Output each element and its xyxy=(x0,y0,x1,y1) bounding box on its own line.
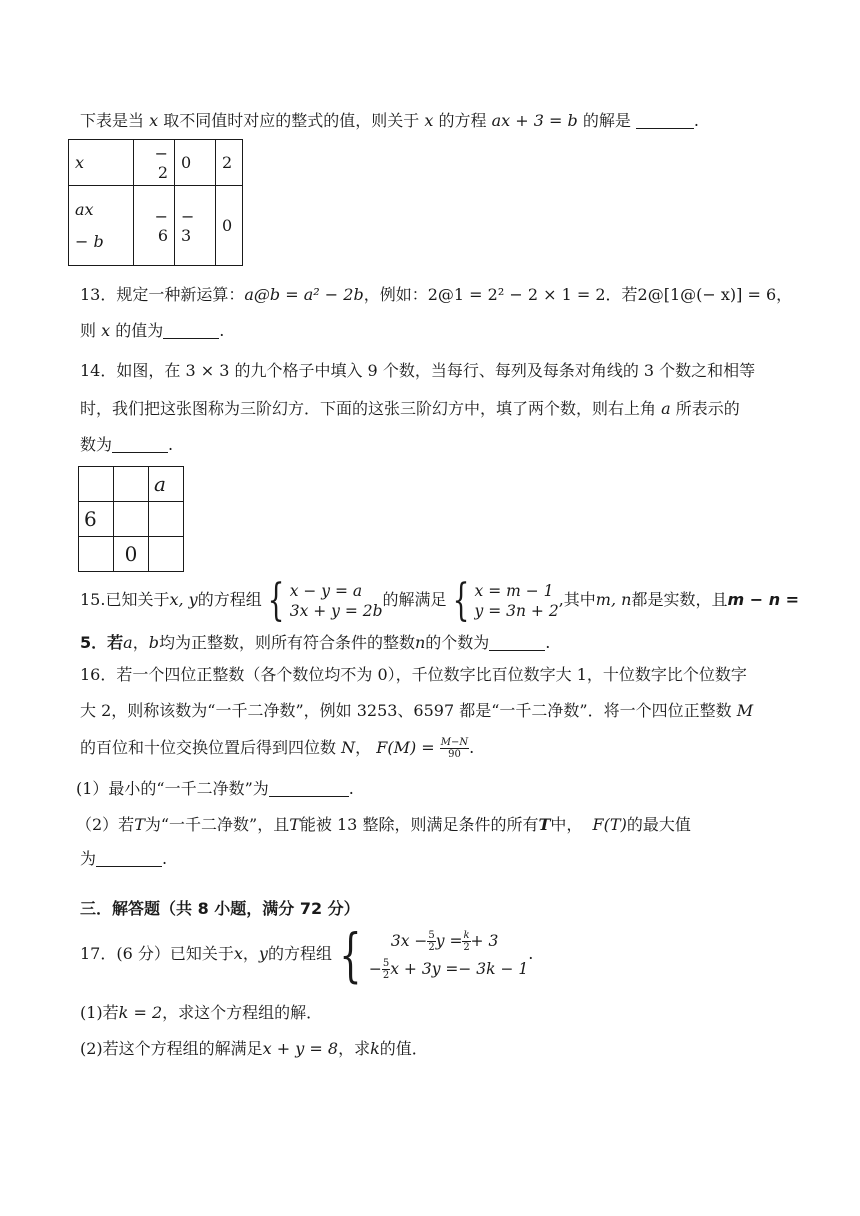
q16-function: F(M) = xyxy=(376,738,435,757)
q13-comma: ， xyxy=(776,285,793,304)
q13-text-c: ．若 xyxy=(605,285,638,304)
table-row xyxy=(69,140,243,186)
q15-text-mid: 的方程组 xyxy=(197,590,262,609)
magic-cell-a: a xyxy=(149,467,184,502)
q16-FT: F(T) xyxy=(592,815,627,834)
table-cell: 0 xyxy=(216,186,243,266)
q16-line3 xyxy=(80,734,474,762)
q15-text-2: 5．若 xyxy=(80,633,124,652)
q16-sub2-blank[interactable] xyxy=(96,848,162,867)
q16-var-T-2: T xyxy=(289,815,300,834)
section-title: 三．解答题（共 8 小题，满分 72 分） xyxy=(80,899,360,918)
q14-text: 时，我们把这张图称为三阶幻方．下面的这张三阶幻方中，填了两个数，则右上角 xyxy=(80,399,657,418)
q14-line1: 14．如图，在 3 × 3 的九个格子中填入 9 个数，当每行、每列及每条对角线的 3 个数之和相等 xyxy=(80,361,756,380)
q16-frac-den: 90 xyxy=(448,749,461,760)
q15-eq2: 3x + y = 2b xyxy=(289,601,383,620)
q16-sub2-period: . xyxy=(162,849,168,868)
magic-cell xyxy=(149,502,184,537)
brace-icon: { xyxy=(452,574,469,626)
q17-sub1-cond: k = 2 xyxy=(118,1003,163,1022)
q13-text-value: 的值为 xyxy=(115,321,164,340)
table-cell xyxy=(69,186,134,266)
q17-sub2-text-b: ，求 xyxy=(338,1039,371,1058)
q15-text-post: ,其中 xyxy=(558,590,596,609)
q15-mn: m, n xyxy=(595,590,632,609)
q15-text-2c: 的个数为 xyxy=(425,633,490,652)
q17-eq2 xyxy=(368,958,529,981)
table-cell-ax: ax xyxy=(75,199,94,219)
q13-text: 13．规定一种新运算： xyxy=(80,285,245,304)
q17-eq2-a: − xyxy=(368,959,382,978)
q16-text: 大 2，则称该数为“一千二净数”，例如 3253、6597 都是“一千二净数”．将一个四位正整数 xyxy=(80,701,732,720)
q13-period: . xyxy=(219,321,225,340)
q17-text: 17．(6 分）已知关于 xyxy=(80,944,234,963)
q14-text-number: 数为 xyxy=(80,435,113,454)
q13-var-x: x xyxy=(101,321,111,340)
q17-var-k: k xyxy=(370,1039,380,1058)
magic-cell: 0 xyxy=(114,537,149,572)
q13-answer-blank[interactable] xyxy=(163,320,219,339)
q17-eq1-frac xyxy=(427,930,435,953)
q16-sub2-text: （2）若 xyxy=(76,815,135,834)
q14-line2 xyxy=(80,398,740,420)
table-cell: − 3 xyxy=(175,186,216,266)
q16-frac-num: M−N xyxy=(440,737,469,748)
q12-text-mid: 取不同值时对应的整式的值，则关于 xyxy=(163,111,420,130)
q14-line3 xyxy=(80,434,173,456)
q16-var-N: N xyxy=(341,738,356,757)
q14-period: . xyxy=(168,435,174,454)
table-cell: x xyxy=(69,140,134,186)
q16-sub2-text-f: 为 xyxy=(80,849,97,868)
q12-period: . xyxy=(693,111,700,130)
q13-text-then: 则 xyxy=(80,321,97,340)
q13-line2 xyxy=(80,320,224,342)
q17-eq1-c: + 3 xyxy=(470,931,499,950)
table-row xyxy=(69,186,243,266)
q17-frac-den: 2 xyxy=(428,942,435,953)
q16-var-T-3: T xyxy=(538,815,551,834)
q12-value-table xyxy=(68,139,243,266)
q15-var-b: b xyxy=(148,633,159,652)
q16-sub1-text: (1）最小的“一千二净数”为 xyxy=(76,779,269,798)
magic-cell xyxy=(114,467,149,502)
q17-k-den: 2 xyxy=(463,942,470,953)
q17-var-x: x xyxy=(233,944,243,963)
q14-text-end: 所表示的 xyxy=(675,399,740,418)
q13-condition: 2@[1@(− x)] = 6 xyxy=(637,285,777,304)
q15-line1 xyxy=(80,574,800,626)
q16-line2 xyxy=(80,700,753,722)
q17-eq1-kfrac xyxy=(462,930,470,953)
q17-line1 xyxy=(80,920,534,989)
q13-example: 2@1 = 2² − 2 × 1 = 2 xyxy=(427,285,606,304)
q16-period: . xyxy=(469,738,475,757)
q15-condition: m − n = xyxy=(727,590,800,609)
table-cell: − 2 xyxy=(134,140,175,186)
q16-sub2-line2 xyxy=(80,848,167,870)
q12-text-mid2: 的方程 xyxy=(438,111,487,130)
table-cell: 2 xyxy=(216,140,243,186)
table-cell: − 6 xyxy=(134,186,175,266)
q15-var-n: n xyxy=(414,633,426,652)
q16-text-swap: 的百位和十位交换位置后得到四位数 xyxy=(80,738,337,757)
q16-fraction xyxy=(440,737,469,760)
table-cell: 0 xyxy=(175,140,216,186)
q16-var-T: T xyxy=(134,815,145,834)
q15-text-post2: 都是实数，且 xyxy=(631,590,728,609)
magic-cell xyxy=(79,537,114,572)
q17-eq2-b: x + 3y =− 3k − 1 xyxy=(390,959,529,978)
q17-k-num: k xyxy=(463,930,470,941)
q12-text-end: 的解是 xyxy=(582,111,631,130)
q16-sub2-text-b: 为“一千二净数”，且 xyxy=(144,815,290,834)
q16-comma: ， xyxy=(355,738,372,757)
q16-var-M: M xyxy=(736,701,754,720)
q17-period: . xyxy=(528,944,534,963)
q15-text: 15.已知关于 xyxy=(80,590,170,609)
q16-sub2 xyxy=(76,814,691,836)
q17-system xyxy=(369,927,528,983)
q17-frac-den-2: 2 xyxy=(382,970,390,981)
magic-cell xyxy=(149,537,184,572)
q17-sub2 xyxy=(80,1038,428,1060)
q17-eq1 xyxy=(369,930,499,953)
q15-var-a: a xyxy=(123,633,133,652)
table-row xyxy=(79,467,184,502)
q17-var-y: y xyxy=(258,944,268,963)
q17-sub2-cond: x + y = 8 xyxy=(262,1039,339,1058)
q16-line1: 16．若一个四位正整数（各个数位均不为 0），千位数字比百位数字大 1，十位数字比个位数字 xyxy=(80,665,747,684)
table-row xyxy=(79,537,184,572)
q12-text: 下表是当 xyxy=(80,111,145,130)
q17-sub1-text-b: ，求这个方程组的解． xyxy=(162,1003,323,1022)
q16-sub1-blank[interactable] xyxy=(269,778,349,797)
q17-frac-num: 5 xyxy=(428,930,435,941)
q16-sub2-text-c: 能被 13 整除，则满足条件的所有 xyxy=(299,815,539,834)
q16-sub1 xyxy=(76,778,354,800)
q15-eq1: x − y = a xyxy=(289,581,363,600)
q13-text-b: ，例如： xyxy=(363,285,428,304)
q12-answer-blank[interactable] xyxy=(636,110,694,129)
q17-sub1-text: (1)若 xyxy=(80,1003,119,1022)
brace-icon: { xyxy=(339,920,362,989)
brace-icon: { xyxy=(267,574,285,626)
q15-system2 xyxy=(475,581,559,621)
q12-var-x-2: x xyxy=(424,111,434,130)
q17-sub2-text-c: 的值． xyxy=(379,1039,428,1058)
q15-vars: x, y xyxy=(169,590,198,609)
magic-cell xyxy=(79,467,114,502)
q14-answer-blank[interactable] xyxy=(112,434,168,453)
q17-sub1 xyxy=(80,1002,322,1024)
q16-sub2-text-d: 中， xyxy=(550,815,583,834)
q17-eq2-frac xyxy=(382,958,390,981)
q15-line2 xyxy=(80,632,550,654)
q17-frac-num-2: 5 xyxy=(382,958,390,969)
q13-definition: a@b = a² − 2b xyxy=(244,285,364,304)
q16-sub2-text-e: 的最大值 xyxy=(626,815,691,834)
q15-system1 xyxy=(290,581,383,621)
q15-text-mid2: 的解满足 xyxy=(382,590,447,609)
magic-cell: 6 xyxy=(79,502,114,537)
table-row xyxy=(79,502,184,537)
q13-line1 xyxy=(80,284,792,306)
q16-sub1-period: . xyxy=(348,779,354,798)
table-cell-minus-b: − b xyxy=(75,231,104,251)
q17-eq1-b: y = xyxy=(435,931,463,950)
q15-sol1: x = m − 1 xyxy=(474,581,554,600)
magic-cell xyxy=(114,502,149,537)
q15-comma: ， xyxy=(132,633,149,652)
q12-prompt xyxy=(80,110,699,132)
q17-eq1-a: 3x − xyxy=(390,931,428,950)
q17-sub2-text: (2)若这个方程组的解满足 xyxy=(80,1039,263,1058)
magic-square xyxy=(78,466,184,572)
q12-equation: ax + 3 = b xyxy=(491,111,578,130)
q17-text-mid: 的方程组 xyxy=(267,944,332,963)
q15-period: . xyxy=(545,633,551,652)
q14-var-a: a xyxy=(661,399,671,418)
q12-var-x: x xyxy=(149,111,159,130)
q17-comma: ， xyxy=(242,944,259,963)
q15-text-2b: 均为正整数，则所有符合条件的整数 xyxy=(158,633,415,652)
q15-sol2: y = 3n + 2 xyxy=(474,601,559,620)
q15-answer-blank[interactable] xyxy=(489,632,545,651)
